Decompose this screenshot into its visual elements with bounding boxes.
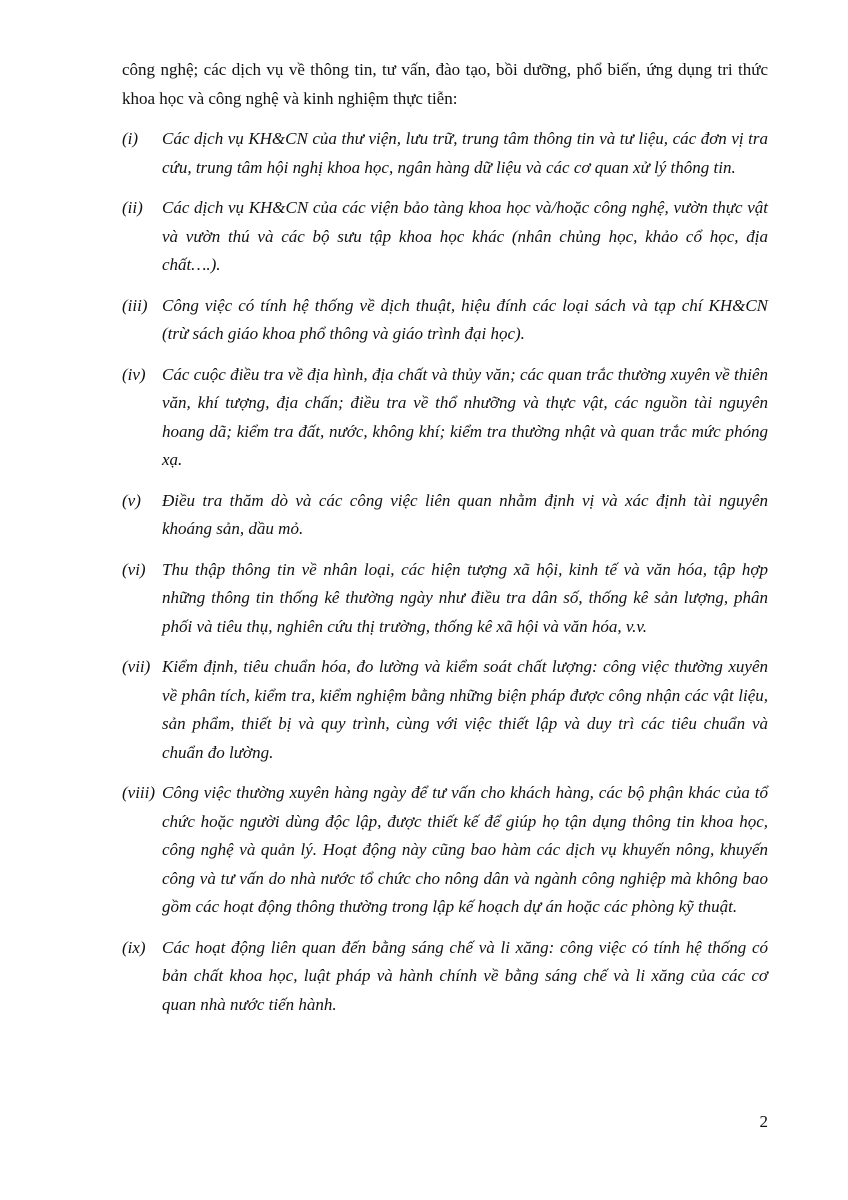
list-item-number: (iii) — [122, 295, 148, 315]
list-item-text: Kiểm định, tiêu chuẩn hóa, đo lường và kiểm soát chất lượng: công việc thường xuyên về phân tích, kiểm tra, kiểm nghiệm bằng những biện pháp được công nhận các vật liệu, sản phẩm, thiết bị và quy trình, cùng với việc thiết lập và duy trì các tiêu chuẩn và chuẩn đo lường. — [162, 657, 768, 762]
list-item-text: Các dịch vụ KH&CN của thư viện, lưu trữ, trung tâm thông tin và tư liệu, các đơn vị tra cứu, trung tâm hội nghị khoa học, ngân hàng dữ liệu và các cơ quan xử lý thông tin. — [162, 129, 768, 177]
list-item — [122, 779, 768, 922]
list-item-text: Điều tra thăm dò và các công việc liên quan nhằm định vị và xác định tài nguyên khoáng sản, dầu mỏ. — [162, 490, 768, 538]
list-item-number: (viii) — [122, 783, 156, 802]
document-page — [122, 56, 768, 1031]
intro-paragraph: công nghệ; các dịch vụ về thông tin, tư vấn, đào tạo, bồi dưỡng, phổ biến, ứng dụng tri thức khoa học và công nghệ và kinh nghiệm thực tiễn: — [122, 60, 768, 108]
list-item-number: (ix) — [122, 937, 146, 957]
list-item-text: Thu thập thông tin về nhân loại, các hiện tượng xã hội, kinh tế và văn hóa, tập hợp những thông tin thống kê thường ngày như điều tra dân số, thống kê sản lượng, phân phối và tiêu thụ, nghiên cứu thị trường, thống kê xã hội và văn hóa, v.v. — [162, 559, 768, 636]
list-item-number: (i) — [122, 129, 139, 148]
list-item-text: Các hoạt động liên quan đến bằng sáng chế và li xăng: công việc có tính hệ thống có bản chất khoa học, luật pháp và hành chính về bằng sáng chế và li xăng của các cơ quan nhà nước tiến hành. — [162, 937, 768, 1014]
list-item — [122, 653, 768, 767]
list-item — [122, 487, 768, 544]
list-item-number: (v) — [122, 490, 141, 510]
list-item — [122, 361, 768, 475]
list-item-text: Công việc thường xuyên hàng ngày để tư vấn cho khách hàng, các bộ phận khác của tổ chức hoặc người dùng độc lập, được thiết kế để giúp họ tận dụng thông tin khoa học, công nghệ và quản lý. Hoạt động này cũng bao hàm các dịch vụ khuyến nông, khuyến công và tư vấn do nhà nước tổ chức cho nông dân và ngành công nghiệp mà không bao gồm các hoạt động thông thường trong lập kế hoạch dự án hoặc các phòng kỹ thuật. — [162, 783, 768, 916]
page-number: 2 — [759, 1112, 768, 1131]
list-item-number: (vii) — [122, 657, 151, 676]
list-item — [122, 556, 768, 642]
list-item-number: (vi) — [122, 559, 146, 579]
list-item-text: Công việc có tính hệ thống về dịch thuật, hiệu đính các loại sách và tạp chí KH&CN (trừ sách giáo khoa phổ thông và giáo trình đại học). — [162, 295, 768, 343]
list-item-number: (iv) — [122, 364, 146, 384]
list-item — [122, 194, 768, 280]
list-item-text: Các dịch vụ KH&CN của các viện bảo tàng khoa học và/hoặc công nghệ, vườn thực vật và vườn thú và các bộ sưu tập khoa học khác (nhân chủng học, khảo cổ học, địa chất….). — [162, 198, 768, 274]
list-item-number: (ii) — [122, 198, 143, 217]
list-item — [122, 125, 768, 182]
list-item — [122, 934, 768, 1020]
list-item-text: Các cuộc điều tra về địa hình, địa chất và thủy văn; các quan trắc thường xuyên về thiên văn, khí tượng, địa chấn; điều tra về thổ nhưỡng và thực vật, các nguồn tài nguyên hoang dã; kiểm tra đất, nước, không khí; kiểm tra thường nhật và quan trắc mức phóng xạ. — [162, 364, 768, 469]
list-item — [122, 292, 768, 349]
